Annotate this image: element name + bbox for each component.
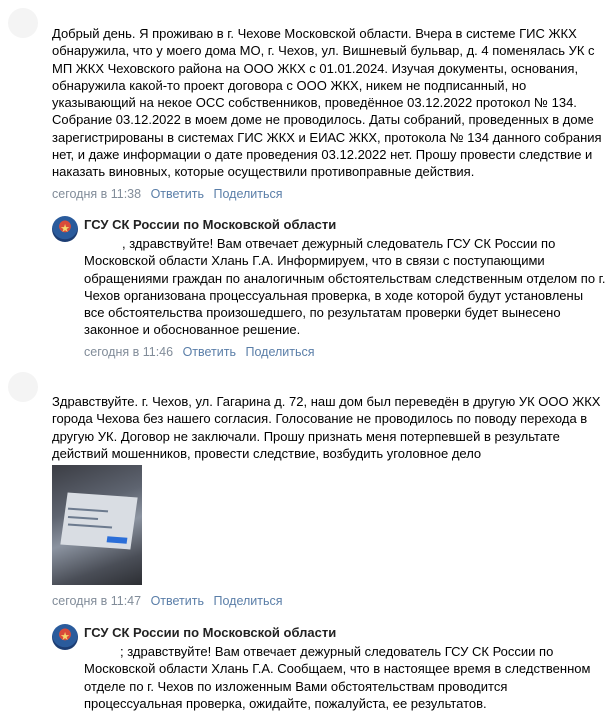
user-avatar[interactable] [8, 8, 38, 38]
reply-comment-2 [84, 624, 606, 712]
comment-text-prefix: , [122, 236, 126, 251]
comment-meta [52, 186, 604, 202]
author-name[interactable]: ГСУ СК России по Московской области [84, 625, 337, 640]
comment-text: Здравствуйте. г. Чехов, ул. Гагарина д. 72, наш дом был переведён в другую УК ООО ЖКХ города Чехова без нашего согласия. Голосование не проводилось по поводу перехода в другую УК. Договор не заключали. Прошу признать меня потерпевшей в результате действий мошенников, провести следствие, возбудить уголовное дело [52, 394, 601, 461]
share-link[interactable]: Поделиться [213, 594, 283, 608]
photo-attachment[interactable] [52, 465, 142, 585]
reply-link[interactable]: Ответить [182, 344, 236, 359]
author-name[interactable]: ГСУ СК России по Московской области [84, 217, 337, 232]
comment-1 [52, 25, 604, 202]
comment-text [84, 235, 606, 339]
comment-meta [84, 344, 606, 360]
share-link[interactable]: Поделиться [213, 186, 283, 201]
comment-time[interactable]: сегодня в 11:47 [52, 594, 142, 608]
user-avatar[interactable] [8, 372, 38, 402]
share-link[interactable]: Поделиться [245, 344, 315, 359]
comment-time[interactable]: сегодня в 11:38 [52, 186, 142, 201]
comment-text-body: здравствуйте! Вам отвечает дежурный следователь ГСУ СК России по Московской области Хлань Г.А. Сообщаем, что в настоящее время в следственном отделе по г. Чехов по изложенным Вами обстоятельствам проводится процессуальная проверка, ожидайте, пожалуйста, ее результатов. [84, 644, 591, 711]
reply-comment-1 [84, 216, 606, 360]
emblem-icon: ★ [60, 223, 70, 235]
reply-link[interactable]: Ответить [150, 186, 204, 201]
comment-2 [52, 393, 604, 462]
comment-text: Добрый день. Я проживаю в г. Чехове Московской области. Вчера в системе ГИС ЖКХ обнаружила, что у моего дома МО, г. Чехов, ул. Вишневый бульвар, д. 4 поменялась УК с МП ЖКХ Чеховского района на ООО ЖКХ с 01.01.2024. Изучая документы, основания, обнаружила какой-то проект договора с ООО ЖКХ, никем не подписанный, но указывающий на некое ОСС собственников, проведённое 03.12.2022 протокол № 134. Собрание 03.12.2022 в моем доме не проводилось. Даты собраний, проведенных в доме зарегистрированы в системах ГИС ЖКХ и ЕИАС ЖКХ, протокола № 134 данного собрания нет, и даже информации о дате проведения 03.12.2022 нет. Прошу провести следствие и наказать виновных, которые осуществили противоправные действия. [52, 26, 602, 180]
comment-meta [52, 593, 283, 609]
reply-link[interactable]: Ответить [150, 594, 204, 608]
emblem-icon: ★ [60, 631, 70, 643]
comment-text [84, 643, 606, 712]
photo-detail [107, 536, 128, 543]
comment-text-body: здравствуйте! Вам отвечает дежурный следователь ГСУ СК России по Московской области Хлань Г.А. Информируем, что в связи с поступающими обращениями граждан по аналогичным обстоятельствам следственным отделом по г. Чехов организована процессуальная проверка, в ходе которой будут установлены все обстоятельства произошедшего, по результатам проверки будет вынесено законное и обоснованное решение. [84, 236, 606, 338]
comment-time[interactable]: сегодня в 11:46 [84, 344, 174, 359]
org-avatar[interactable] [52, 216, 78, 242]
comment-text-prefix: ; [120, 644, 124, 659]
org-avatar[interactable] [52, 624, 78, 650]
